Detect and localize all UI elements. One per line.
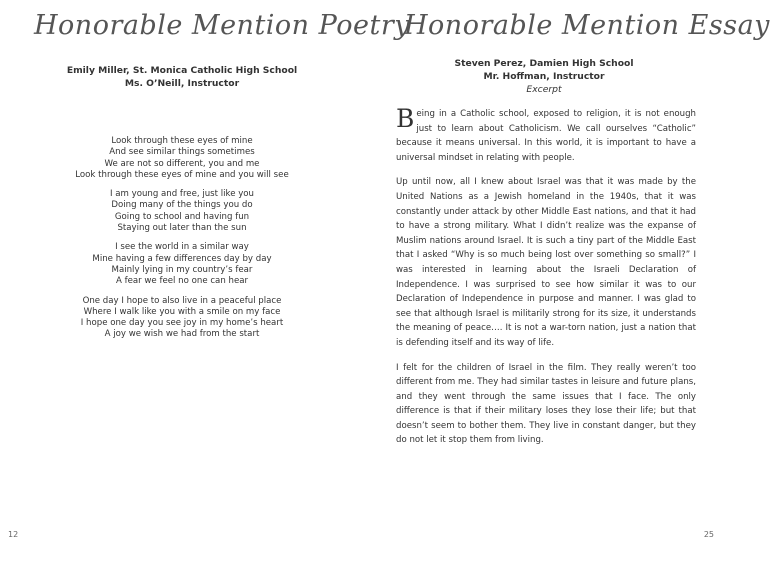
poem-line: I am young and free, just like you	[109, 189, 255, 200]
poem-line: Where I walk like you with a smile on my face	[83, 306, 281, 317]
poem	[0, 136, 364, 349]
essay-byline	[394, 57, 694, 96]
poem-line: Look through these eyes of mine	[111, 136, 253, 146]
poetry-author: Emily Miller, St. Monica Catholic High School	[66, 65, 298, 76]
poem-line: I see the world in a similar way	[115, 242, 249, 253]
essay-paragraph-3: I felt for the children of Israel in the film. They really weren’t too different from me. They had similar tastes in leisure and future plans, and they went through the same issues that I face. The only difference is that if their military loses they lose their life; but that doesn’t seem to bother them. They live in constant danger, but they do not let it stop them from living.	[396, 362, 696, 446]
poem-line: A fear we feel no one can hear	[115, 276, 249, 287]
page-number-left: 12	[8, 530, 19, 539]
poem-line: Going to school and having fun	[114, 211, 250, 222]
excerpt-label: Excerpt	[526, 84, 562, 95]
essay-paragraph-1	[396, 104, 696, 165]
poetry-byline	[0, 64, 364, 90]
essay-instructor: Mr. Hoffman, Instructor	[483, 71, 605, 82]
poem-line: Mine having a few differences day by day	[92, 253, 272, 264]
poem-line: And see similar things sometimes	[109, 147, 255, 158]
essay-paragraph-2: Up until now, all I knew about Israel was that it was made by the United Nations as a Jewish homeland in the 1940s, that it was constantly under attack by other Middle East nations, and that it had to have a strong military. What I didn’t realize was the expanse of Muslim nations around Israel. It is such a tiny part of the Middle East that I asked “Why is so much being lost over something so small?” I was interested in learning about the Israeli Declaration of Independence. I was surprised to see how similar it was to our Declaration of Independence in purpose and manner. I was glad to see that although Israel is militarily strong for its size, it understands the meaning of peace…. It is not a war-torn nation, just a nation that is defending itself and its way of life.	[396, 177, 696, 348]
essay-paragraph-1-text: eing in a Catholic school, exposed to religion, it is not enough just to learn about Catholicism. We call ourselves “Catholic” because it means universal. In this world, it is important to have a universal mindset in relating with people.	[396, 109, 696, 163]
poem-line: I hope one day you see joy in my home’s heart	[80, 318, 284, 329]
essay-section-title: Honorable Mention Essay	[404, 10, 770, 41]
page-number-right: 25	[703, 530, 714, 539]
drop-cap: B	[396, 104, 415, 133]
poem-line: Doing many of the things you do	[111, 200, 253, 211]
essay-author: Steven Perez, Damien High School	[454, 58, 634, 69]
right-page	[364, 0, 770, 563]
poem-line: A joy we wish we had from the start	[104, 329, 260, 340]
poem-stanza-2	[0, 189, 364, 234]
poem-stanza-4	[0, 296, 364, 341]
poem-line: Staying out later than the sun	[117, 223, 247, 234]
poem-line: One day I hope to also live in a peaceful place	[82, 295, 282, 306]
poetry-instructor: Ms. O’Neill, Instructor	[124, 78, 240, 89]
poetry-section-title: Honorable Mention Poetry	[34, 10, 410, 41]
poem-line: Mainly lying in my country’s fear	[111, 264, 253, 275]
poem-line: Look through these eyes of mine and you will see	[75, 169, 289, 180]
poem-stanza-1	[0, 136, 364, 181]
essay-body	[396, 104, 696, 458]
poem-line: We are not so different, you and me	[104, 158, 260, 169]
poem-stanza-3	[0, 242, 364, 287]
